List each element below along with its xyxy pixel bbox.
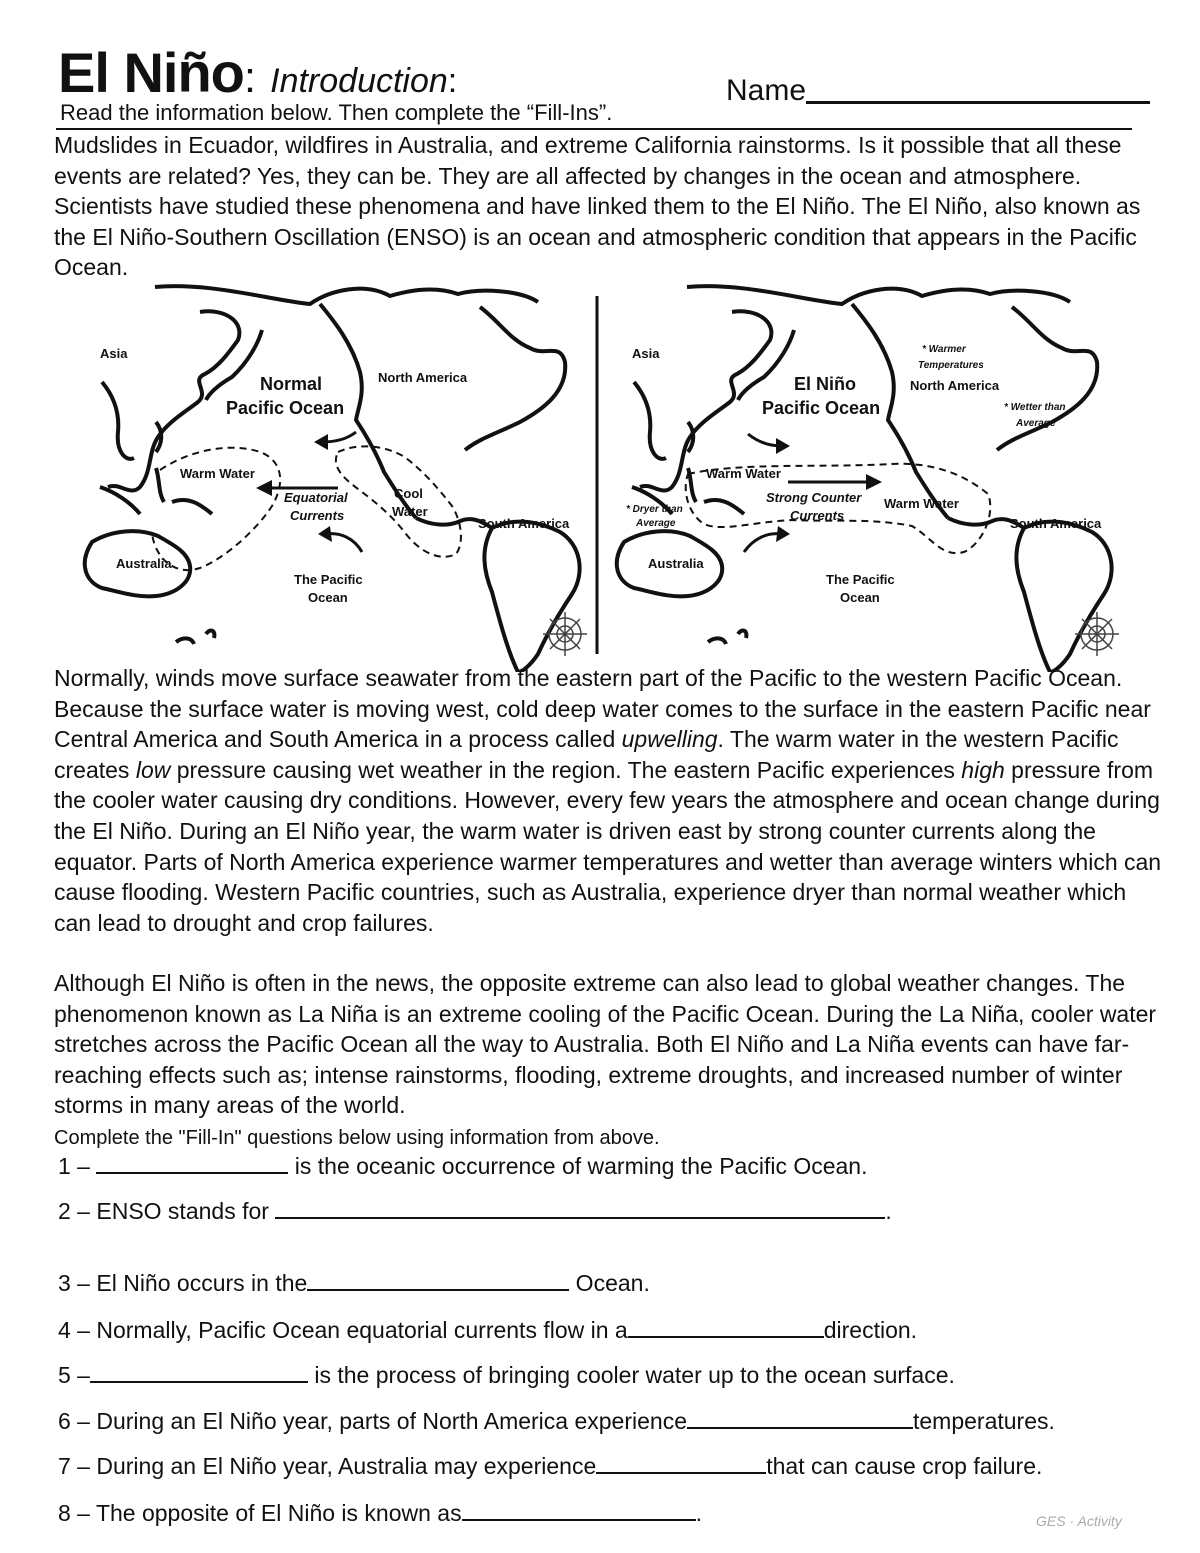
q7-end: that can cause crop failure.: [766, 1453, 1043, 1479]
new-zealand-outline: [176, 631, 214, 644]
map-right-label-asia: Asia: [632, 346, 660, 361]
q2-answer-blank[interactable]: [275, 1197, 885, 1219]
map-left-title-1: Normal: [260, 374, 323, 394]
p2-term-high: high: [961, 756, 1005, 783]
map-right-title-1: El Niño: [794, 374, 856, 394]
q6-text: 6 – During an El Niño year, parts of North America experience: [58, 1408, 687, 1434]
equatorial-current-arrowhead: [256, 480, 272, 496]
asia-coast-outline: [108, 311, 239, 490]
map-left-label-north-america: North America: [378, 370, 468, 385]
map-right-label-warm-water-2: Warm Water: [884, 496, 959, 511]
map-right-label-average-na: Average: [1016, 418, 1056, 429]
north-coast-outline: [687, 286, 1070, 304]
question-7: [58, 1452, 1042, 1480]
q5-answer-blank[interactable]: [90, 1361, 308, 1383]
instructions-text: Read the information below. Then complete the “Fill-Ins”.: [60, 100, 613, 125]
map-right-label-ocean: Ocean: [840, 590, 880, 605]
q2-end: .: [885, 1198, 892, 1224]
map-right-label-north-america: North America: [910, 378, 1000, 393]
fill-in-instructions: Complete the "Fill-In" questions below using information from above.: [54, 1127, 660, 1149]
enso-maps-figure: [60, 282, 1150, 672]
q1-text: is the oceanic occurrence of warming the Pacific Ocean.: [288, 1153, 868, 1179]
asia-peninsula-outline: [102, 382, 134, 459]
map-left-label-equatorial: Equatorial: [284, 490, 348, 505]
p2-text-a: Normally, winds move surface seawater from the eastern part of the Pacific to the western Pacific Ocean. Because the surface water is moving west, cold deep water comes to the surface in the eastern Pacific near Central America and South America in a process called: [54, 665, 1151, 753]
q4-text: 4 – Normally, Pacific Ocean equatorial currents flow in a: [58, 1317, 628, 1343]
map-right-label-warm-water: Warm Water: [706, 466, 781, 481]
intro-paragraph: Mudslides in Ecuador, wildfires in Australia, and extreme California rainstorms. Is it possible that all these events are related? Yes, they can be. They are all affected by changes in the ocean and atmosphere. Scientists have studied these phenomena and have linked them to the El Niño. The El Niño, also known as the El Niño-Southern Oscillation (ENSO) is an ocean and atmospheric condition that appears in the Pacific Ocean.: [54, 132, 1141, 281]
p2-term-low: low: [135, 756, 171, 783]
map-left-label-water: Water: [392, 504, 428, 519]
q7-text: 7 – During an El Niño year, Australia may experience: [58, 1453, 597, 1479]
question-1: [58, 1152, 868, 1180]
map-right-label-currents: Currents: [790, 508, 845, 523]
north-coast-outline: [155, 286, 538, 304]
map-left-label-pacific: The Pacific: [294, 572, 363, 587]
map-right-label-wetter: * Wetter than: [1004, 402, 1066, 413]
subtitle-text: Introduction: [270, 62, 448, 100]
map-left-title-2: Pacific Ocean: [226, 398, 345, 418]
south-curve-arrowhead: [318, 526, 332, 542]
normal-pacific-map: [85, 286, 580, 672]
map-right-label-australia: Australia: [648, 556, 704, 571]
asia-peninsula-outline: [634, 382, 666, 459]
subtitle-colon: :: [447, 62, 458, 100]
north-curve-arrowhead: [776, 438, 790, 454]
q8-answer-blank[interactable]: [462, 1499, 696, 1521]
map-right-label-warmer: * Warmer: [922, 344, 966, 355]
q6-end: temperatures.: [913, 1408, 1055, 1434]
q1-number: 1 –: [58, 1153, 90, 1179]
map-left-label-australia: Australia: [116, 556, 172, 571]
title-colon: :: [243, 53, 257, 102]
counter-current-arrowhead: [866, 474, 882, 490]
new-guinea-outline: [704, 500, 744, 514]
question-4: [58, 1316, 917, 1344]
cool-water-region: [336, 446, 461, 556]
map-left-label-asia: Asia: [100, 346, 128, 361]
map-right-label-average-au: Average: [636, 518, 676, 529]
question-8: [58, 1499, 702, 1527]
map-left-label-ocean: Ocean: [308, 590, 348, 605]
q8-end: .: [695, 1500, 702, 1526]
compass-rose-left: [543, 612, 587, 656]
map-right-title-2: Pacific Ocean: [762, 398, 881, 418]
question-5: [58, 1361, 955, 1389]
question-2: [58, 1197, 892, 1225]
question-6: [58, 1407, 1055, 1435]
compass-rose-right: [1075, 612, 1119, 656]
q6-answer-blank[interactable]: [687, 1407, 913, 1429]
q3-end: Ocean.: [569, 1270, 650, 1296]
north-curve-arrowhead: [314, 434, 328, 450]
q1-answer-blank[interactable]: [96, 1152, 288, 1174]
explanation-paragraph: [54, 663, 1164, 938]
question-3: [58, 1269, 650, 1297]
q4-answer-blank[interactable]: [628, 1316, 824, 1338]
south-curve-arrowhead: [776, 526, 790, 542]
p2-text-d: pressure from the cooler water causing dry conditions. However, every few years the atmosphere and ocean change during the El Niño. During an El Niño year, the warm water is driven east by strong counter currents along the equator. Parts of North America experience warmer temperatures and wetter than average winters which can cause flooding. Western Pacific countries, such as Australia, experience dryer than normal weather which can lead to drought and crop failures.: [54, 756, 1162, 936]
p2-term-upwelling: upwelling: [621, 726, 718, 753]
q3-text: 3 – El Niño occurs in the: [58, 1270, 308, 1296]
map-right-label-strong-counter: Strong Counter: [766, 490, 862, 505]
p2-text-c: pressure causing wet weather in the region. The eastern Pacific experiences: [170, 756, 962, 783]
map-right-label-pacific: The Pacific: [826, 572, 895, 587]
q2-text: 2 – ENSO stands for: [58, 1198, 276, 1224]
map-right-label-dryer: * Dryer than: [626, 504, 683, 515]
name-label: Name: [726, 74, 807, 107]
map-left-label-cool: Cool: [394, 486, 423, 501]
new-zealand-outline: [708, 631, 746, 644]
name-field-line[interactable]: [806, 101, 1150, 104]
south-curve-arrow: [326, 534, 362, 552]
map-left-label-currents: Currents: [290, 508, 345, 523]
new-guinea-outline: [172, 500, 212, 514]
q8-text: 8 – The opposite of El Niño is known as: [58, 1500, 462, 1526]
el-nino-pacific-map: [617, 286, 1112, 672]
footer-tag: GES · Activity: [1036, 1513, 1122, 1529]
q7-answer-blank[interactable]: [596, 1452, 766, 1474]
map-left-label-warm-water: Warm Water: [180, 466, 255, 481]
title-text: El Niño: [58, 41, 244, 104]
p2-text-b: . The warm water in the western Pacific creates: [54, 726, 1119, 783]
asia-coast-outline: [640, 311, 771, 490]
la-nina-paragraph: Although El Niño is often in the news, the opposite extreme can also lead to global weather changes. The phenomenon known as La Niña is an extreme cooling of the Pacific Ocean. During the La Niña, cooler water stretches across the Pacific Ocean all the way to Australia. Both El Niño and La Niña events can have far-reaching effects such as; intense rainstorms, flooding, extreme droughts, and increased number of winter storms in many areas of the world.: [54, 970, 1157, 1119]
q5-number: 5 –: [58, 1362, 90, 1388]
map-right-label-temperatures: Temperatures: [918, 360, 984, 371]
north-america-east-outline: [465, 307, 565, 450]
south-curve-arrow: [744, 534, 782, 552]
q3-answer-blank[interactable]: [307, 1269, 569, 1291]
q5-text: is the process of bringing cooler water up to the ocean surface.: [307, 1362, 955, 1388]
map-left-label-south-america: South America: [478, 516, 570, 531]
map-right-label-south-america: South America: [1010, 516, 1102, 531]
q4-end: direction.: [823, 1317, 918, 1343]
worksheet-title: [58, 40, 457, 105]
